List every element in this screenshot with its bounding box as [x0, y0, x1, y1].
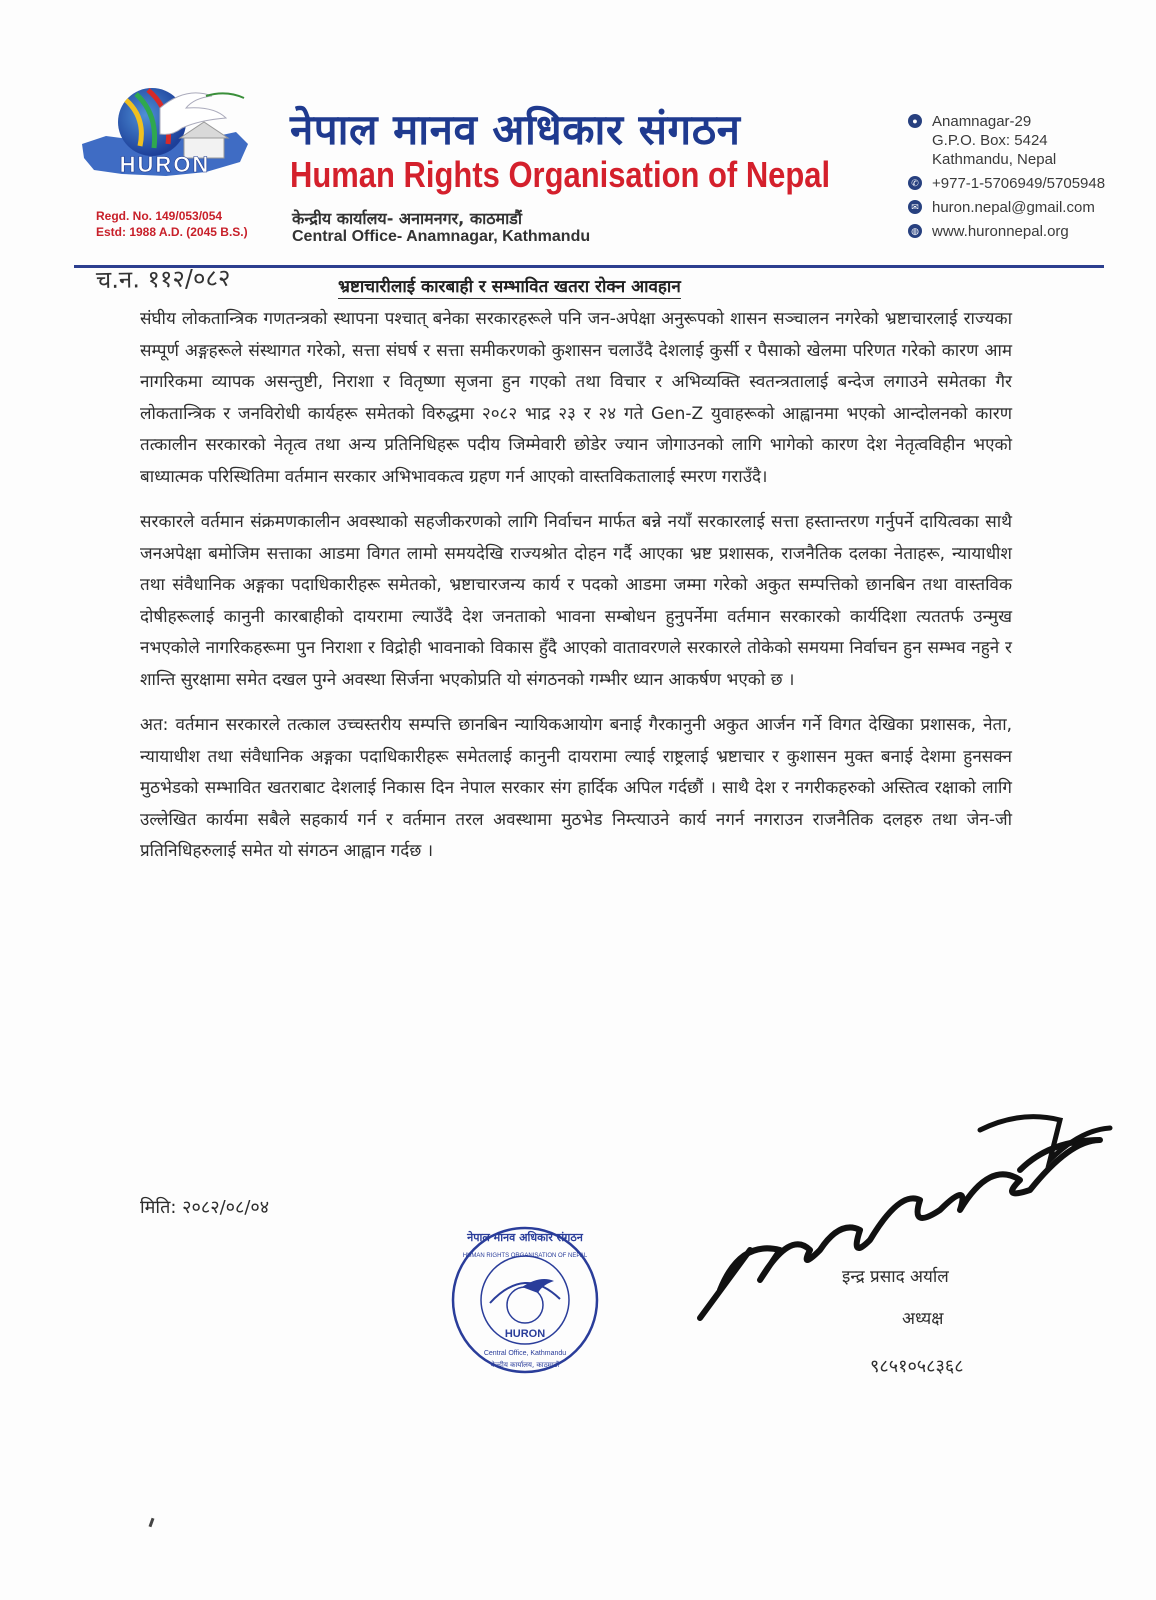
office-address-nepali: केन्द्रीय कार्यालय- अनामनगर, काठमाडौं	[292, 209, 522, 228]
seal-np-text: नेपाल मानव अधिकार संगठन	[467, 1231, 583, 1244]
email-address[interactable]: huron.nepal@gmail.com	[932, 199, 1095, 216]
reference-number: च.न. ११२/०८२	[95, 263, 231, 295]
contact-block	[908, 112, 1105, 241]
org-name-english: Human Rights Organisation of Nepal	[290, 154, 831, 195]
seal-en-text: HUMAN RIGHTS ORGANISATION OF NEPAL	[462, 1253, 588, 1259]
phone-icon: ✆	[908, 176, 922, 190]
address-line-3: Kathmandu, Nepal	[932, 151, 1057, 168]
paragraph-1: संघीय लोकतान्त्रिक गणतन्त्रको स्थापना पश्चात् बनेका सरकारहरूले पनि जन-अपेक्षा अनुरूपको शासन सञ्चालन नगरेको भ्रष्टाचारलाई राज्यका सम्पूर्ण अङ्गहरूले संस्थागत गरेको, सत्ता संघर्ष र सत्ता समीकरणको कुशासन चलाउँदै देशलाई कुर्सी र पैसाको खेलमा परिणत गरेको कारण आम नागरिकमा व्यापक असन्तुष्टी, निराशा र वितृष्णा सृजना हुन गएको तथा विचार र अभिव्यक्ति स्वतन्त्रतालाई बन्देज लगाउने समेतका गैर लोकतान्त्रिक र जनविरोधी कार्यहरू समेतको विरुद्धमा २०८२ भाद्र २३ र २४ गते Gen-Z युवाहरूको आह्वानमा भएको आन्दोलनको कारण तत्कालीन सरकारको नेतृत्व तथा अन्य प्रतिनिधिहरू पदीय जिम्मेवारी छोडेर ज्यान जोगाउनको लागि भागेको कारण देश नेतृत्वविहीन भएको बाध्यात्मक परिस्थितिमा वर्तमान सरकार अभिभावकत्व ग्रहण गर्न आएको वास्तविकतालाई स्मरण गराउँदै।	[140, 309, 1012, 487]
registration-info	[96, 208, 248, 240]
huron-logo	[76, 78, 254, 190]
organization-seal	[450, 1225, 600, 1375]
estd-date: Estd: 1988 A.D. (2045 B.S.)	[96, 225, 248, 239]
website-link[interactable]: www.huronnepal.org	[932, 223, 1069, 240]
letter-date: मिति: २०८२/०८/०४	[140, 1197, 270, 1218]
phone-number: +977-1-5706949/5705948	[932, 175, 1106, 192]
globe-icon: ◍	[908, 224, 922, 238]
seal-office-text: Central Office, Kathmandu	[483, 1350, 567, 1357]
org-name-nepali: नेपाल मानव अधिकार संगठन	[290, 105, 741, 154]
regd-number: Regd. No. 149/053/054	[96, 209, 223, 223]
seal-center-text: HURON	[504, 1328, 546, 1340]
signer-phone: ९८५१०५८३६८	[870, 1356, 964, 1377]
office-address-english: Central Office- Anamnagar, Kathmandu	[292, 228, 591, 245]
handwritten-signature	[690, 1100, 1120, 1330]
paragraph-2: सरकारले वर्तमान संक्रमणकालीन अवस्थाको सहजीकरणको लागि निर्वाचन मार्फत बन्ने नयाँ सरकारलाई सत्ता हस्तान्तरण गर्नुपर्ने दायित्वका साथै जनअपेक्षा बमोजिम सत्ताका आडमा विगत लामो समयदेखि राज्यश्रोत दोहन गर्दै आएका भ्रष्ट प्रशासक, राजनैतिक दलका नेताहरू, न्यायाधीश तथा संवैधानिक अङ्गका पदाधिकारीहरू समेतको, भ्रष्टाचारजन्य कार्य र पदको आडमा जम्मा गरेको अकुत सम्पत्तिको छानबिन तथा वास्तविक दोषीहरूलाई कानुनी कारबाहीको दायरामा ल्याउँदै देश जनताको भावना सम्बोधन हुनुपर्नेमा वर्तमान सरकारको कार्यदिशा त्यततर्फ उन्मुख नभएकोले नागरिकहरूमा पुन निराशा र विद्रोही भावनाको विकास हुँदै आएको वातावरणले सरकारले तोकेको समयमा निर्वाचन हुन सम्भव नहुने र शान्ति सुरक्षामा समेत दखल पुग्ने अवस्था सिर्जना भएकोप्रति यो संगठनको गम्भीर ध्यान आकर्षण भएको छ ।	[140, 512, 1012, 690]
logo-text: HURON	[119, 152, 211, 177]
paper-speck	[149, 1518, 155, 1527]
signer-name: इन्द्र प्रसाद अर्याल	[842, 1267, 949, 1287]
paragraph-3: अत: वर्तमान सरकारले तत्काल उच्चस्तरीय सम्पत्ति छानबिन न्यायिकआयोग बनाई गैरकानुनी अकुत आर्जन गर्ने विगत देखिका प्रशासक, नेता, न्यायाधीश तथा संवैधानिक अङ्गका पदाधिकारीहरू समेतलाई कानुनी दायरामा ल्याई राष्ट्रलाई भ्रष्टाचार र कुशासन मुक्त बनाई देशमा हुनसक्न मुठभेडको सम्भावित खतराबाट देशलाई निकास दिन नेपाल सरकार संग हार्दिक अपिल गर्दछौं । साथै देश र नगरीकहरुको अस्तित्व रक्षाको लागि उल्लेखित कार्यमा सबैले सहकार्य गर्न र वर्तमान तरल अवस्थामा मुठभेड निम्त्याउने कार्य नगर्न नगराउन राजनैतिक दलहरु तथा जेन-जी प्रतिनिधिहरुलाई समेत यो संगठन आह्वान गर्दछ ।	[140, 715, 1012, 861]
location-pin-icon: ●	[908, 114, 922, 128]
signer-title: अध्यक्ष	[902, 1309, 944, 1329]
email-icon: ✉	[908, 200, 922, 214]
letter-subject: भ्रष्टाचारीलाई कारबाही र सम्भावित खतरा रोक्न आवहान	[338, 274, 681, 299]
seal-office-np-text: केन्द्रीय कार्यालय, काठमाडौं	[490, 1361, 560, 1369]
letter-body	[140, 304, 1012, 882]
address-line-2: G.P.O. Box: 5424	[932, 132, 1048, 149]
address-line-1: Anamnagar-29	[932, 113, 1032, 130]
